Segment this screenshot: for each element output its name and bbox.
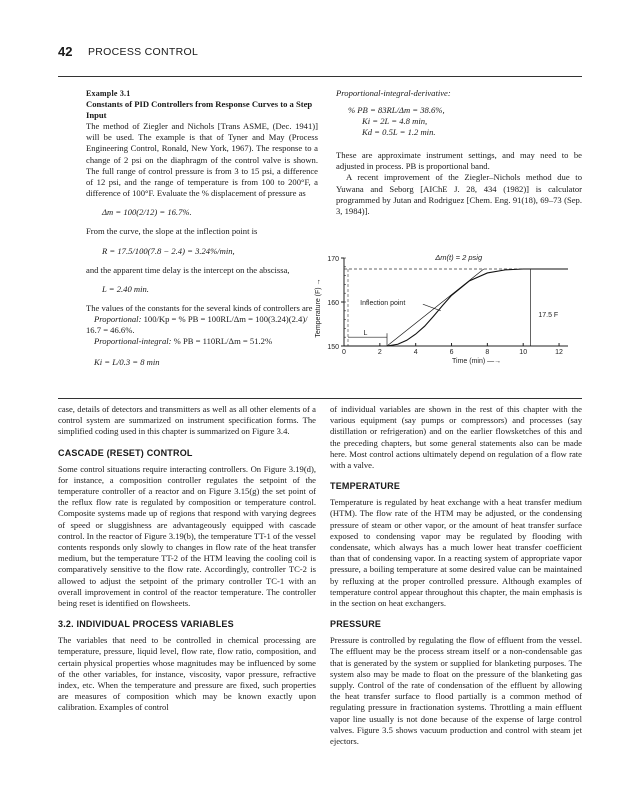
after-text-1: These are approximate instrument settings, and may need to be adjusted in process. PB is proportional band. (336, 150, 582, 172)
example-right (336, 88, 582, 217)
prop-eq2: 16.7 = 46.6%. (86, 325, 135, 336)
heading-temperature: TEMPERATURE (330, 481, 401, 492)
pid-eq1: % PB = 83RL/Δm = 38.6%, (348, 105, 445, 115)
eq-R: R = 17.5/100(7.8 − 2.4) = 3.24%/min, (102, 245, 235, 256)
example-title: Constants of PID Controllers from Response Curves to a Step Input (86, 99, 313, 120)
prop-line (94, 314, 318, 325)
x-tick-label: 2 (377, 349, 382, 356)
series-response (344, 269, 568, 346)
example-intro: The method of Ziegler and Nichols [Trans ASME, (Dec. 1941)] will be used. The example is that of Tyner and May (Process Engineering Control, Ronald, New York, 1967). The response to a change of 2 psi on the diaphragm of the control valve is shown. The full range of control pressure is from 3 to 15 psi, a difference of 12 psi, and the range of temperature is from 100 to 200°F, a difference of 100°F. Evaluate the % displacement of pressure as (86, 121, 318, 199)
eq-dm: Δm = 100(2/12) = 16.7%. (102, 207, 192, 218)
left-column (58, 404, 316, 714)
heading-cascade: CASCADE (RESET) CONTROL (58, 447, 193, 458)
pi-label: Proportional-integral: (94, 336, 172, 347)
running-title: PROCESS CONTROL (88, 46, 199, 58)
pid-label: Proportional-integral-derivative: (336, 88, 451, 98)
top-rule (58, 76, 582, 77)
x-tick-label: 12 (555, 349, 563, 356)
pi-ki: Ki = L/0.3 = 8 min (94, 357, 160, 368)
response-chart (310, 248, 582, 374)
x-tick-label: 10 (519, 349, 528, 356)
eq-L: L = 2.40 min. (102, 283, 149, 294)
prop-eq: 100/Kp = % PB = 100RL/Δm = 100(3.24)(2.4)/ (143, 314, 308, 325)
pi-line (94, 336, 318, 347)
after-text-2: A recent improvement of the Ziegler–Nichols method due to Yuwana and Seborg [AIChE J. 28, 434 (1982)] is calculator programmed by Jutan and Rodriguez [Chem. Eng. 91(18), 69–73 (Sep. 3, 1984)]. (336, 172, 582, 217)
example-label: Example 3.1 (86, 89, 131, 98)
pid-eq3: Kd = 0.5L = 1.2 min. (362, 127, 436, 137)
pi-eq: % PB = 110RL/Δm = 51.2% (173, 336, 273, 347)
prop-label: Proportional: (94, 314, 142, 325)
x-axis-label: Time (min) —→ (452, 358, 502, 365)
inflection-label: Inflection point (360, 300, 406, 307)
y-axis-label: Temperature (F) → (315, 278, 322, 338)
pid-eq2: Ki = 2L = 4.8 min, (362, 116, 428, 126)
heading-pressure: PRESSURE (330, 619, 382, 630)
cascade-para: Some control situations require interacting controllers. On Figure 3.19(d), for instance, a composition controller regulates the setpoint of the temperature controller of a reactor and on Figure 3.15(g) the set point of the reflux flow rate is regulated by composition or temperature control. Composite systems made up of regions that respond with varying degrees of speed or sluggishness are advantageously equipped with cascade control. In the reactor of Figure 3.19(b), the temperature TT-1 of the vessel contents responds only slowly to changes in flow rate of the heat transfer medium, but the temperature TT-2 of the HTM leaving the cooling coil is comparatively sensitive to the flow rate. Accordingly, controller TC-2 is allowed to adjust the setpoint of the primary controller TC-1 with an overall improvement in control of the reactor temperature. The controller being reset is identified on flowsheets. (58, 463, 316, 609)
y-tick-label: 170 (327, 256, 339, 263)
x-tick-label: 0 (342, 349, 346, 356)
heading-process-variables: 3.2. INDIVIDUAL PROCESS VARIABLES (58, 619, 234, 630)
left-para-1: case, details of detectors and transmitters as well as all other elements of a control system are summarized on instrument specification forms. The simplified coding used in this chapter is summarized on Figure 3.4. (58, 404, 316, 437)
y-tick-label: 160 (327, 300, 339, 307)
series-tangent (387, 269, 484, 346)
x-tick-label: 6 (449, 349, 454, 356)
x-tick-label: 4 (413, 349, 418, 356)
right-para-1: of individual variables are shown in the rest of this chapter with the various equipment (say pumps or compressors) and processes (say distillation or refrigeration) and on the earlier flowsketches of this and the preceding chapters, but some general statements also can be made here. Most control actions ultimately depend on regulation of a flow rate with a valve. (330, 404, 582, 471)
delta-label: 17.5 F (538, 312, 559, 320)
variables-para: The variables that need to be controlled in chemical processing are temperature, pressure, liquid level, flow rate, flow ratio, composition, and certain physical properties whose magnitudes may be influenced by some of the other variables, for instance, viscosity, vapor pressure, refractive index, etc. When the temperature and pressure are fixed, such properties are measures of composition which may be known exactly upon calibration. Examples of control (58, 635, 316, 713)
L-label: L (363, 330, 368, 338)
temperature-para: Temperature is regulated by heat exchange with a heat transfer medium (HTM). The flow rate of the HTM may be adjusted, or the condensing pressure of steam or other vapor, or the amount of heat transfer surface exposed to condensing vapor may be regulated by flooding with condensate, which always has a much lower heat transfer coefficient than that of condensing vapor. In a reacting system of appropriate vapor pressure, a boiling temperature at some desired value can be maintained by refluxing at the proper controlled pressure. Although examples of temperature control appear throughout this chapter, the main emphasis is in the section on heat exchangers. (330, 497, 582, 609)
chart-title: Δm(t) = 2 psig (435, 253, 483, 262)
page-number: 42 (58, 44, 73, 59)
right-column (330, 404, 582, 747)
example-bottom-rule (58, 398, 582, 399)
example-left (86, 88, 318, 368)
values-text: The values of the constants for the several kinds of controllers are (86, 302, 313, 313)
y-tick-label: 150 (327, 344, 339, 351)
delay-text: and the apparent time delay is the intercept on the abscissa, (86, 264, 290, 275)
slope-text: From the curve, the slope at the inflection point is (86, 226, 258, 237)
pressure-para: Pressure is controlled by regulating the flow of effluent from the vessel. The effluent may be the process stream itself or a non-condensable gas that is generated by the system or supplied for blanketing purposes. The system also may be made to float on the pressure of the blanketing gas supply. Control of the rate of condensation of the effluent by allowing the heat transfer surface to flood partially is a common method of regulating pressure in fractionation systems. Throttling a main effluent vapor line usually is not done because of the expense of large control valves. Figure 3.5 shows vacuum production and control with steam jet ejectors. (330, 635, 582, 747)
x-tick-label: 8 (485, 349, 490, 356)
